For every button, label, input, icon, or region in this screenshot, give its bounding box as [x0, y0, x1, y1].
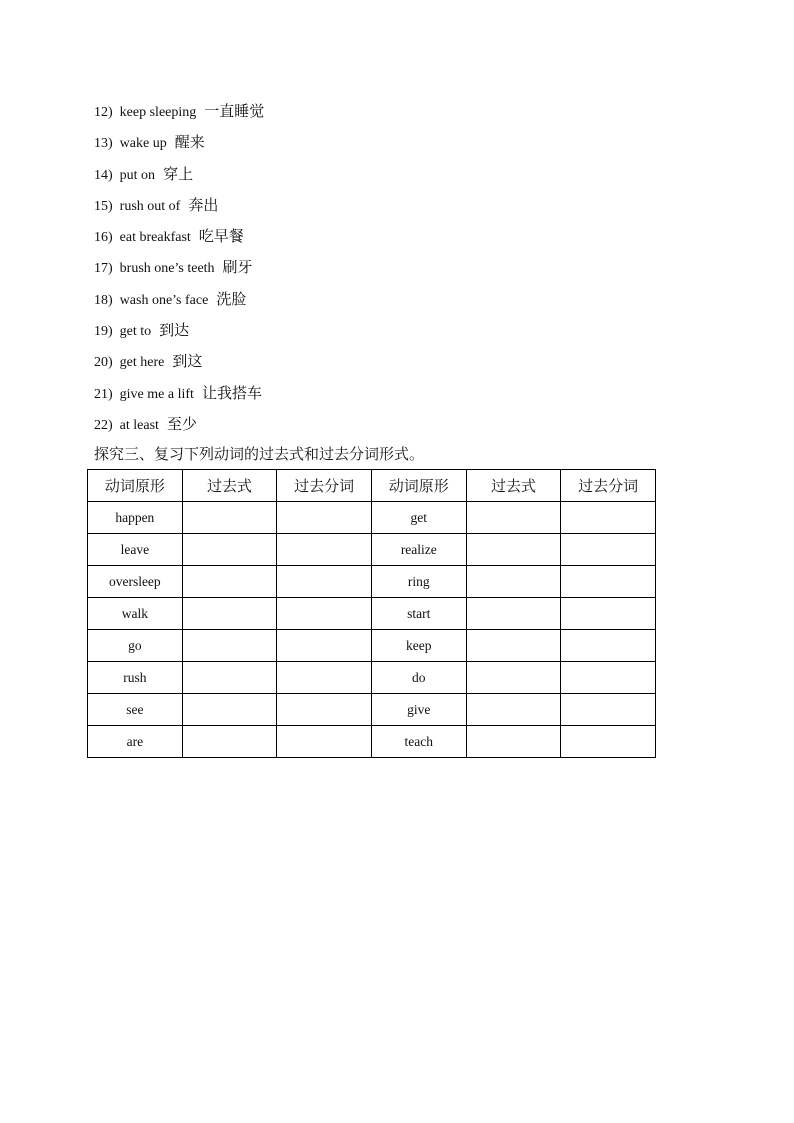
base-form-cell: get	[371, 502, 466, 534]
verb-forms-table	[87, 469, 656, 758]
past-participle-blank[interactable]	[561, 630, 656, 662]
header-past-tense: 过去式	[182, 470, 277, 502]
past-tense-blank[interactable]	[182, 694, 277, 726]
table-header-row	[88, 470, 656, 502]
base-form-cell: realize	[371, 534, 466, 566]
base-form-cell: are	[88, 726, 183, 758]
phrase-item	[94, 161, 264, 192]
past-tense-blank[interactable]	[182, 630, 277, 662]
phrase-english: eat breakfast	[119, 230, 191, 246]
past-participle-blank[interactable]	[277, 694, 372, 726]
phrase-chinese: 吃早餐	[198, 227, 244, 246]
phrase-chinese: 一直睡觉	[204, 102, 265, 120]
past-tense-blank[interactable]	[182, 598, 277, 630]
table-row	[88, 598, 656, 630]
table-row	[88, 630, 656, 662]
phrase-number: 18)	[94, 292, 113, 308]
past-tense-blank[interactable]	[182, 726, 277, 758]
phrase-number: 21)	[94, 386, 113, 402]
past-participle-blank[interactable]	[277, 630, 372, 662]
phrase-chinese: 穿上	[163, 164, 194, 183]
past-tense-blank[interactable]	[466, 502, 561, 534]
phrase-english: get to	[119, 324, 152, 340]
past-tense-blank[interactable]	[466, 726, 561, 758]
base-form-cell: keep	[371, 630, 466, 662]
phrase-english: brush one’s teeth	[119, 261, 215, 277]
phrase-number: 19)	[94, 324, 113, 340]
base-form-cell: see	[88, 694, 183, 726]
table-row	[88, 566, 656, 598]
phrase-chinese: 洗脸	[216, 289, 247, 308]
past-tense-blank[interactable]	[466, 694, 561, 726]
past-tense-blank[interactable]	[182, 502, 277, 534]
past-participle-blank[interactable]	[561, 566, 656, 598]
past-tense-blank[interactable]	[466, 566, 561, 598]
phrase-item	[94, 348, 264, 379]
phrase-english: wake up	[119, 136, 167, 152]
table-row	[88, 694, 656, 726]
section-title: 探究三、复习下列动词的过去式和过去分词形式。	[94, 445, 425, 463]
phrase-english: give me a lift	[119, 386, 194, 402]
header-base-form: 动词原形	[88, 470, 183, 502]
phrase-number: 17)	[94, 261, 113, 277]
phrase-chinese: 醒来	[174, 133, 205, 152]
past-tense-blank[interactable]	[182, 566, 277, 598]
phrase-number: 22)	[94, 417, 113, 433]
phrase-number: 16)	[94, 230, 113, 246]
past-participle-blank[interactable]	[561, 694, 656, 726]
table-row	[88, 662, 656, 694]
past-participle-blank[interactable]	[561, 662, 656, 694]
phrase-chinese: 至少	[166, 414, 197, 433]
past-participle-blank[interactable]	[561, 534, 656, 566]
phrase-chinese: 让我搭车	[201, 383, 262, 402]
past-tense-blank[interactable]	[466, 534, 561, 566]
phrase-item	[94, 129, 264, 160]
phrase-english: put on	[119, 167, 156, 183]
base-form-cell: teach	[371, 726, 466, 758]
phrase-item	[94, 223, 264, 254]
base-form-cell: walk	[88, 598, 183, 630]
past-participle-blank[interactable]	[277, 726, 372, 758]
past-participle-blank[interactable]	[277, 662, 372, 694]
phrase-item	[94, 254, 264, 285]
phrase-english: get here	[119, 355, 165, 371]
phrase-item	[94, 98, 264, 129]
past-participle-blank[interactable]	[561, 726, 656, 758]
past-tense-blank[interactable]	[182, 662, 277, 694]
past-tense-blank[interactable]	[182, 534, 277, 566]
header-past-participle: 过去分词	[277, 470, 372, 502]
phrase-item	[94, 317, 264, 348]
phrase-item	[94, 380, 264, 411]
past-participle-blank[interactable]	[277, 502, 372, 534]
phrase-number: 15)	[94, 198, 113, 214]
base-form-cell: go	[88, 630, 183, 662]
base-form-cell: leave	[88, 534, 183, 566]
phrase-number: 20)	[94, 355, 113, 371]
phrase-english: keep sleeping	[119, 105, 197, 120]
base-form-cell: ring	[371, 566, 466, 598]
table-row	[88, 726, 656, 758]
past-participle-blank[interactable]	[277, 534, 372, 566]
header-past-participle: 过去分词	[561, 470, 656, 502]
phrase-number: 12)	[94, 105, 113, 120]
phrase-chinese: 刷牙	[222, 258, 253, 277]
phrase-item	[94, 411, 264, 442]
past-participle-blank[interactable]	[277, 566, 372, 598]
base-form-cell: happen	[88, 502, 183, 534]
past-participle-blank[interactable]	[561, 502, 656, 534]
phrase-english: at least	[119, 417, 159, 433]
header-past-tense: 过去式	[466, 470, 561, 502]
phrase-list	[94, 98, 264, 442]
past-tense-blank[interactable]	[466, 630, 561, 662]
phrase-chinese: 到这	[172, 352, 203, 371]
past-tense-blank[interactable]	[466, 598, 561, 630]
phrase-item	[94, 192, 264, 223]
base-form-cell: rush	[88, 662, 183, 694]
phrase-number: 14)	[94, 167, 113, 183]
past-participle-blank[interactable]	[277, 598, 372, 630]
table-row	[88, 534, 656, 566]
past-tense-blank[interactable]	[466, 662, 561, 694]
base-form-cell: oversleep	[88, 566, 183, 598]
past-participle-blank[interactable]	[561, 598, 656, 630]
base-form-cell: start	[371, 598, 466, 630]
phrase-number: 13)	[94, 136, 113, 152]
header-base-form: 动词原形	[371, 470, 466, 502]
base-form-cell: do	[371, 662, 466, 694]
table-row	[88, 502, 656, 534]
phrase-item	[94, 286, 264, 317]
phrase-chinese: 奔出	[188, 195, 219, 214]
phrase-english: rush out of	[119, 198, 181, 214]
base-form-cell: give	[371, 694, 466, 726]
phrase-chinese: 到达	[159, 321, 190, 340]
phrase-english: wash one’s face	[119, 292, 209, 308]
